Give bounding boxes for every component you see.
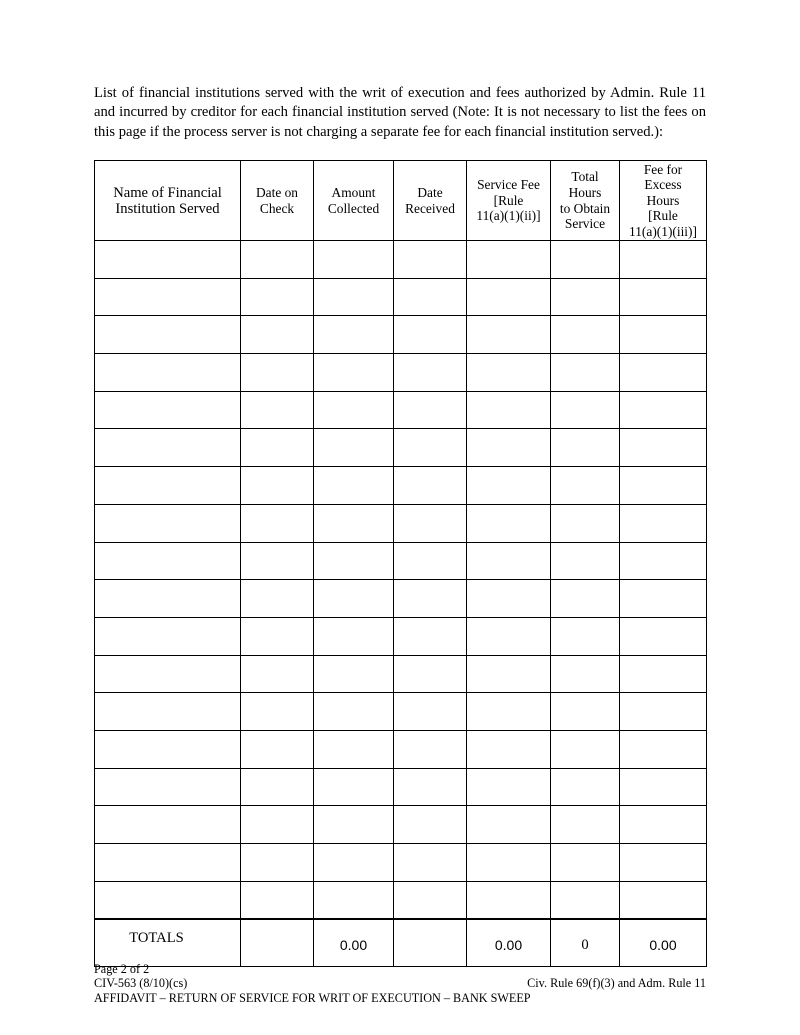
- cell-amount-collected[interactable]: [314, 844, 394, 882]
- cell-date-received[interactable]: [394, 241, 467, 279]
- cell-fee-excess-hours[interactable]: [620, 467, 707, 505]
- cell-amount-collected[interactable]: [314, 768, 394, 806]
- cell-fee-excess-hours[interactable]: [620, 693, 707, 731]
- financial-institutions-table: [94, 160, 707, 967]
- cell-name[interactable]: [95, 241, 241, 279]
- table-row: [95, 844, 707, 882]
- cell-fee-excess-hours[interactable]: [620, 354, 707, 392]
- cell-date-on-check[interactable]: [241, 391, 314, 429]
- cell-name[interactable]: [95, 844, 241, 882]
- cell-total-hours[interactable]: [551, 617, 620, 655]
- cell-date-received[interactable]: [394, 354, 467, 392]
- cell-amount-collected[interactable]: [314, 542, 394, 580]
- cell-date-on-check[interactable]: [241, 881, 314, 919]
- cell-service-fee[interactable]: [467, 429, 551, 467]
- cell-date-received[interactable]: [394, 504, 467, 542]
- cell-amount-collected[interactable]: [314, 429, 394, 467]
- header-total-hours: Total Hours to Obtain Service: [551, 161, 620, 241]
- cell-name[interactable]: [95, 881, 241, 919]
- cell-amount-collected[interactable]: [314, 316, 394, 354]
- cell-date-received[interactable]: [394, 467, 467, 505]
- cell-fee-excess-hours[interactable]: [620, 542, 707, 580]
- cell-service-fee[interactable]: [467, 617, 551, 655]
- cell-date-received[interactable]: [394, 316, 467, 354]
- cell-total-hours[interactable]: [551, 693, 620, 731]
- cell-total-hours[interactable]: [551, 241, 620, 279]
- cell-date-on-check[interactable]: [241, 316, 314, 354]
- form-number: CIV-563 (8/10)(cs): [94, 976, 188, 991]
- cell-name[interactable]: [95, 693, 241, 731]
- cell-total-hours[interactable]: [551, 316, 620, 354]
- cell-name[interactable]: [95, 316, 241, 354]
- cell-amount-collected[interactable]: [314, 730, 394, 768]
- cell-name[interactable]: [95, 504, 241, 542]
- cell-amount-collected[interactable]: [314, 504, 394, 542]
- totals-date-on-check[interactable]: [241, 919, 314, 967]
- rule-reference: Civ. Rule 69(f)(3) and Adm. Rule 11: [527, 976, 706, 991]
- cell-amount-collected[interactable]: [314, 278, 394, 316]
- cell-date-received[interactable]: [394, 881, 467, 919]
- cell-total-hours[interactable]: [551, 881, 620, 919]
- cell-amount-collected[interactable]: [314, 391, 394, 429]
- cell-fee-excess-hours[interactable]: [620, 504, 707, 542]
- instructions-paragraph: List of financial institutions served with the writ of execution and fees authorized by Admin. Rule 11 and incurred by creditor for each financial institution served (Note: It is not necessary to list the fees on this page if the process server is not charging a separate fee for each financial institution served.):: [94, 85, 706, 140]
- cell-date-on-check[interactable]: [241, 730, 314, 768]
- cell-total-hours[interactable]: [551, 504, 620, 542]
- cell-fee-excess-hours[interactable]: [620, 655, 707, 693]
- table-row: [95, 617, 707, 655]
- header-date-on-check: Date on Check: [241, 161, 314, 241]
- cell-name[interactable]: [95, 429, 241, 467]
- cell-amount-collected[interactable]: [314, 467, 394, 505]
- cell-service-fee[interactable]: [467, 693, 551, 731]
- cell-name[interactable]: [95, 278, 241, 316]
- cell-total-hours[interactable]: [551, 391, 620, 429]
- cell-name[interactable]: [95, 542, 241, 580]
- table-body: [95, 241, 707, 920]
- table-row: [95, 768, 707, 806]
- cell-total-hours[interactable]: [551, 844, 620, 882]
- cell-amount-collected[interactable]: [314, 241, 394, 279]
- cell-service-fee[interactable]: [467, 316, 551, 354]
- cell-fee-excess-hours[interactable]: [620, 768, 707, 806]
- cell-fee-excess-hours[interactable]: [620, 580, 707, 618]
- cell-total-hours[interactable]: [551, 542, 620, 580]
- table-row: [95, 542, 707, 580]
- table-row: [95, 354, 707, 392]
- cell-fee-excess-hours[interactable]: [620, 278, 707, 316]
- cell-date-received[interactable]: [394, 391, 467, 429]
- table-row: [95, 580, 707, 618]
- table-row: [95, 391, 707, 429]
- cell-date-on-check[interactable]: [241, 354, 314, 392]
- cell-fee-excess-hours[interactable]: [620, 881, 707, 919]
- cell-total-hours[interactable]: [551, 354, 620, 392]
- cell-service-fee[interactable]: [467, 241, 551, 279]
- cell-total-hours[interactable]: [551, 278, 620, 316]
- cell-service-fee[interactable]: [467, 881, 551, 919]
- table-row: [95, 467, 707, 505]
- table-row: [95, 730, 707, 768]
- cell-total-hours[interactable]: [551, 467, 620, 505]
- cell-fee-excess-hours[interactable]: [620, 429, 707, 467]
- totals-date-received[interactable]: [394, 919, 467, 967]
- cell-date-received[interactable]: [394, 730, 467, 768]
- header-amount-collected: Amount Collected: [314, 161, 394, 241]
- cell-date-received[interactable]: [394, 655, 467, 693]
- totals-label: TOTALS: [95, 919, 241, 967]
- table-row: [95, 655, 707, 693]
- cell-date-on-check[interactable]: [241, 429, 314, 467]
- cell-date-on-check[interactable]: [241, 655, 314, 693]
- cell-service-fee[interactable]: [467, 354, 551, 392]
- cell-service-fee[interactable]: [467, 542, 551, 580]
- form-title: AFFIDAVIT – RETURN OF SERVICE FOR WRIT OF EXECUTION – BANK SWEEP: [94, 990, 531, 1005]
- cell-service-fee[interactable]: [467, 806, 551, 844]
- cell-date-received[interactable]: [394, 844, 467, 882]
- totals-total-hours[interactable]: 0: [551, 919, 620, 967]
- cell-service-fee[interactable]: [467, 391, 551, 429]
- header-name-of-institution: Name of Financial Institution Served: [95, 161, 241, 241]
- cell-amount-collected[interactable]: [314, 881, 394, 919]
- cell-name[interactable]: [95, 768, 241, 806]
- cell-date-on-check[interactable]: [241, 278, 314, 316]
- header-fee-excess-hours: Fee for Excess Hours [Rule 11(a)(1)(iii)]: [620, 161, 707, 241]
- table-row: [95, 504, 707, 542]
- cell-service-fee[interactable]: [467, 730, 551, 768]
- cell-date-received[interactable]: [394, 542, 467, 580]
- cell-total-hours[interactable]: [551, 806, 620, 844]
- cell-service-fee[interactable]: [467, 504, 551, 542]
- cell-fee-excess-hours[interactable]: [620, 316, 707, 354]
- header-date-received: Date Received: [394, 161, 467, 241]
- cell-date-received[interactable]: [394, 768, 467, 806]
- header-service-fee: Service Fee [Rule 11(a)(1)(ii)]: [467, 161, 551, 241]
- cell-total-hours[interactable]: [551, 429, 620, 467]
- cell-date-received[interactable]: [394, 693, 467, 731]
- cell-name[interactable]: [95, 655, 241, 693]
- cell-service-fee[interactable]: [467, 768, 551, 806]
- cell-name[interactable]: [95, 806, 241, 844]
- cell-date-on-check[interactable]: [241, 768, 314, 806]
- cell-name[interactable]: [95, 391, 241, 429]
- cell-total-hours[interactable]: [551, 730, 620, 768]
- totals-row: [95, 919, 707, 967]
- cell-total-hours[interactable]: [551, 655, 620, 693]
- cell-amount-collected[interactable]: [314, 806, 394, 844]
- cell-date-on-check[interactable]: [241, 693, 314, 731]
- cell-fee-excess-hours[interactable]: [620, 730, 707, 768]
- cell-name[interactable]: [95, 467, 241, 505]
- cell-amount-collected[interactable]: [314, 580, 394, 618]
- cell-date-on-check[interactable]: [241, 806, 314, 844]
- cell-amount-collected[interactable]: [314, 693, 394, 731]
- cell-name[interactable]: [95, 580, 241, 618]
- cell-fee-excess-hours[interactable]: [620, 806, 707, 844]
- cell-service-fee[interactable]: [467, 844, 551, 882]
- totals-amount-collected[interactable]: 0.00: [314, 919, 394, 967]
- cell-amount-collected[interactable]: [314, 354, 394, 392]
- table-row: [95, 881, 707, 919]
- cell-amount-collected[interactable]: [314, 655, 394, 693]
- cell-name[interactable]: [95, 730, 241, 768]
- cell-fee-excess-hours[interactable]: [620, 391, 707, 429]
- cell-date-received[interactable]: [394, 580, 467, 618]
- cell-total-hours[interactable]: [551, 580, 620, 618]
- table-row: [95, 429, 707, 467]
- cell-service-fee[interactable]: [467, 278, 551, 316]
- cell-date-on-check[interactable]: [241, 467, 314, 505]
- cell-amount-collected[interactable]: [314, 617, 394, 655]
- cell-date-received[interactable]: [394, 278, 467, 316]
- table-row: [95, 693, 707, 731]
- cell-total-hours[interactable]: [551, 768, 620, 806]
- cell-fee-excess-hours[interactable]: [620, 844, 707, 882]
- cell-date-received[interactable]: [394, 429, 467, 467]
- table-row: [95, 241, 707, 279]
- cell-date-on-check[interactable]: [241, 580, 314, 618]
- header-row: [95, 161, 707, 241]
- cell-service-fee[interactable]: [467, 467, 551, 505]
- page-footer: [94, 962, 706, 1005]
- totals-service-fee[interactable]: 0.00: [467, 919, 551, 967]
- cell-fee-excess-hours[interactable]: [620, 617, 707, 655]
- cell-date-received[interactable]: [394, 806, 467, 844]
- cell-date-on-check[interactable]: [241, 504, 314, 542]
- cell-fee-excess-hours[interactable]: [620, 241, 707, 279]
- cell-date-on-check[interactable]: [241, 241, 314, 279]
- table-row: [95, 278, 707, 316]
- cell-service-fee[interactable]: [467, 655, 551, 693]
- cell-date-received[interactable]: [394, 617, 467, 655]
- cell-name[interactable]: [95, 617, 241, 655]
- cell-date-on-check[interactable]: [241, 617, 314, 655]
- totals-fee-excess-hours[interactable]: 0.00: [620, 919, 707, 967]
- cell-name[interactable]: [95, 354, 241, 392]
- page-number: Page 2 of 2: [94, 962, 150, 976]
- table-row: [95, 316, 707, 354]
- table-row: [95, 806, 707, 844]
- cell-date-on-check[interactable]: [241, 844, 314, 882]
- cell-service-fee[interactable]: [467, 580, 551, 618]
- cell-date-on-check[interactable]: [241, 542, 314, 580]
